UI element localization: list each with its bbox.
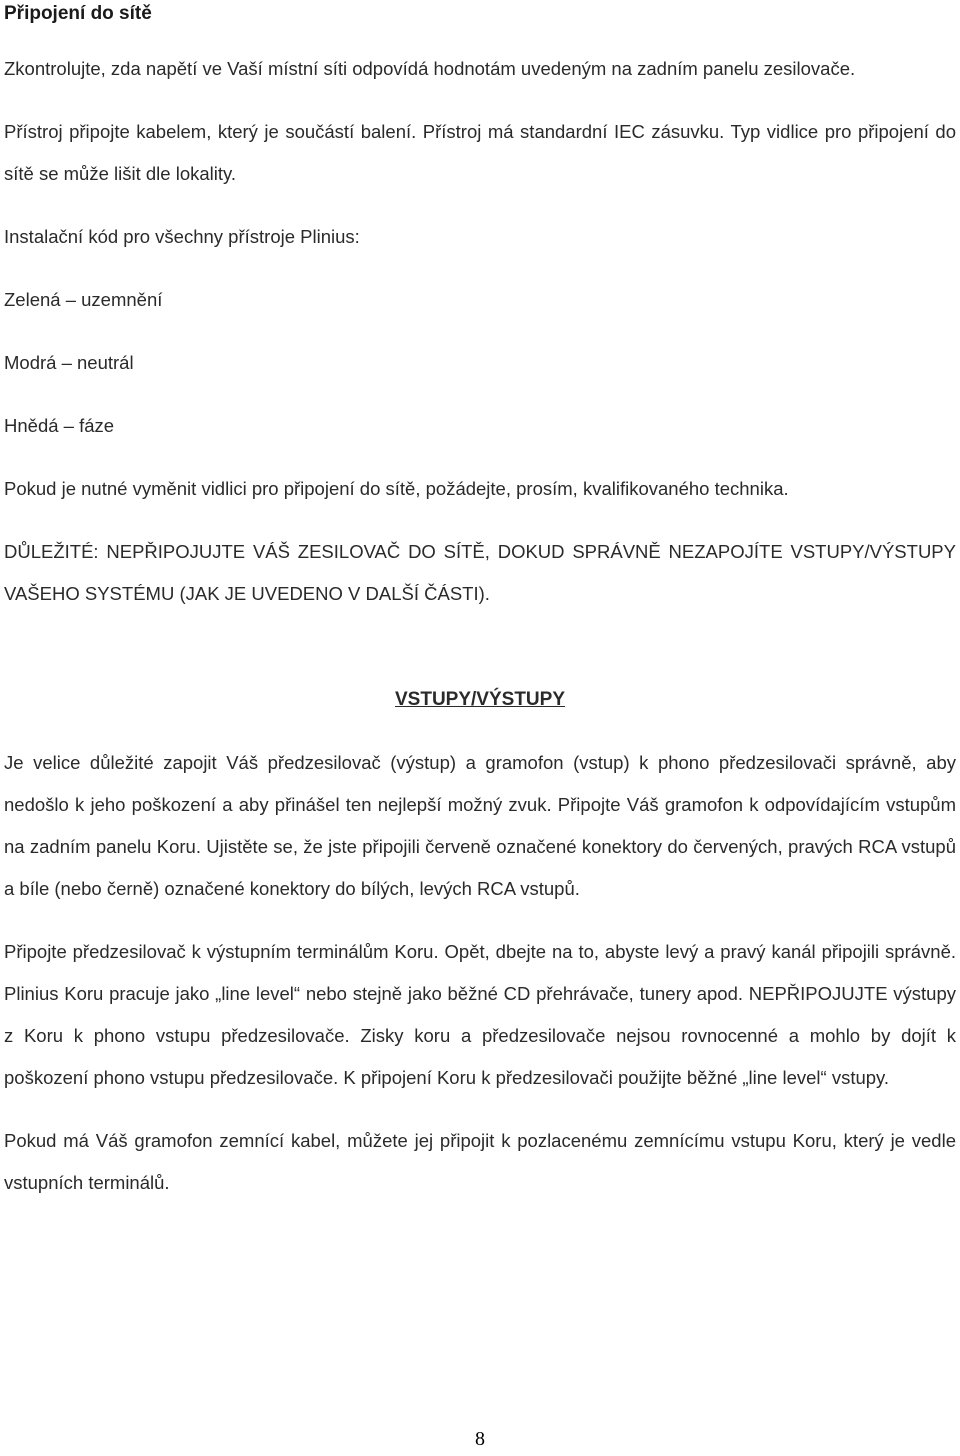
page-content: [4, 0, 956, 1204]
wire-green: Zelená – uzemnění: [4, 289, 163, 310]
page-heading: Připojení do sítě: [4, 3, 152, 24]
wire-brown: Hnědá – fáze: [4, 415, 115, 436]
wire-blue: Modrá – neutrál: [4, 352, 134, 373]
paragraph-plug-replacement: Pokud je nutné vyměnit vidlici pro připojení do sítě, požádejte, prosím, kvalifikovaného technika.: [4, 478, 789, 499]
paragraph-voltage-check: Zkontrolujte, zda napětí ve Vaší místní síti odpovídá hodnotám uvedeným na zadním panelu zesilovače.: [4, 58, 856, 79]
paragraph-preamp-connection: Připojte předzesilovač k výstupním terminálům Koru. Opět, dbejte na to, abyste levý a pravý kanál připojili správně. Plinius Koru pracuje jako „line level“ nebo stejně jako běžné CD přehrávače, tunery apod. NEPŘIPOJUJTE výstupy z Koru k phono vstupu předzesilovače. Zisky koru a předzesilovače nejsou rovnocenné a mohlo by dojít k poškození phono vstupu předzesilovače. K připojení Koru k předzesilovači použijte běžné „line level“ vstupy.: [4, 941, 956, 1088]
paragraph-install-code: Instalační kód pro všechny přístroje Plinius:: [4, 226, 360, 247]
paragraph-important-warning: DŮLEŽITÉ: NEPŘIPOJUJTE VÁŠ ZESILOVAČ DO SÍTĚ, DOKUD SPRÁVNĚ NEZAPOJÍTE VSTUPY/VÝSTUPY VAŠEHO SYSTÉMU (JAK JE UVEDENO V DALŠÍ ČÁSTI).: [4, 541, 956, 604]
paragraph-cable-connection: Přístroj připojte kabelem, který je součástí balení. Přístroj má standardní IEC zásuvku. Typ vidlice pro připojení do sítě se může lišit dle lokality.: [4, 121, 956, 184]
section-title-io: VSTUPY/VÝSTUPY: [395, 689, 565, 710]
paragraph-io-intro: Je velice důležité zapojit Váš předzesilovač (výstup) a gramofon (vstup) k phono předzesilovači správně, aby nedošlo k jeho poškození a aby přinášel ten nejlepší možný zvuk. Připojte Váš gramofon k odpovídajícím vstupům na zadním panelu Koru. Ujistěte se, že jste připojili červeně označené konektory do červených, pravých RCA vstupů a bíle (nebo černě) označené konektory do bílých, levých RCA vstupů.: [4, 752, 956, 899]
page-number: 8: [475, 1428, 485, 1450]
paragraph-ground-cable: Pokud má Váš gramofon zemnící kabel, můžete jej připojit k pozlacenému zemnícímu vstupu Koru, který je vedle vstupních terminálů.: [4, 1130, 956, 1193]
